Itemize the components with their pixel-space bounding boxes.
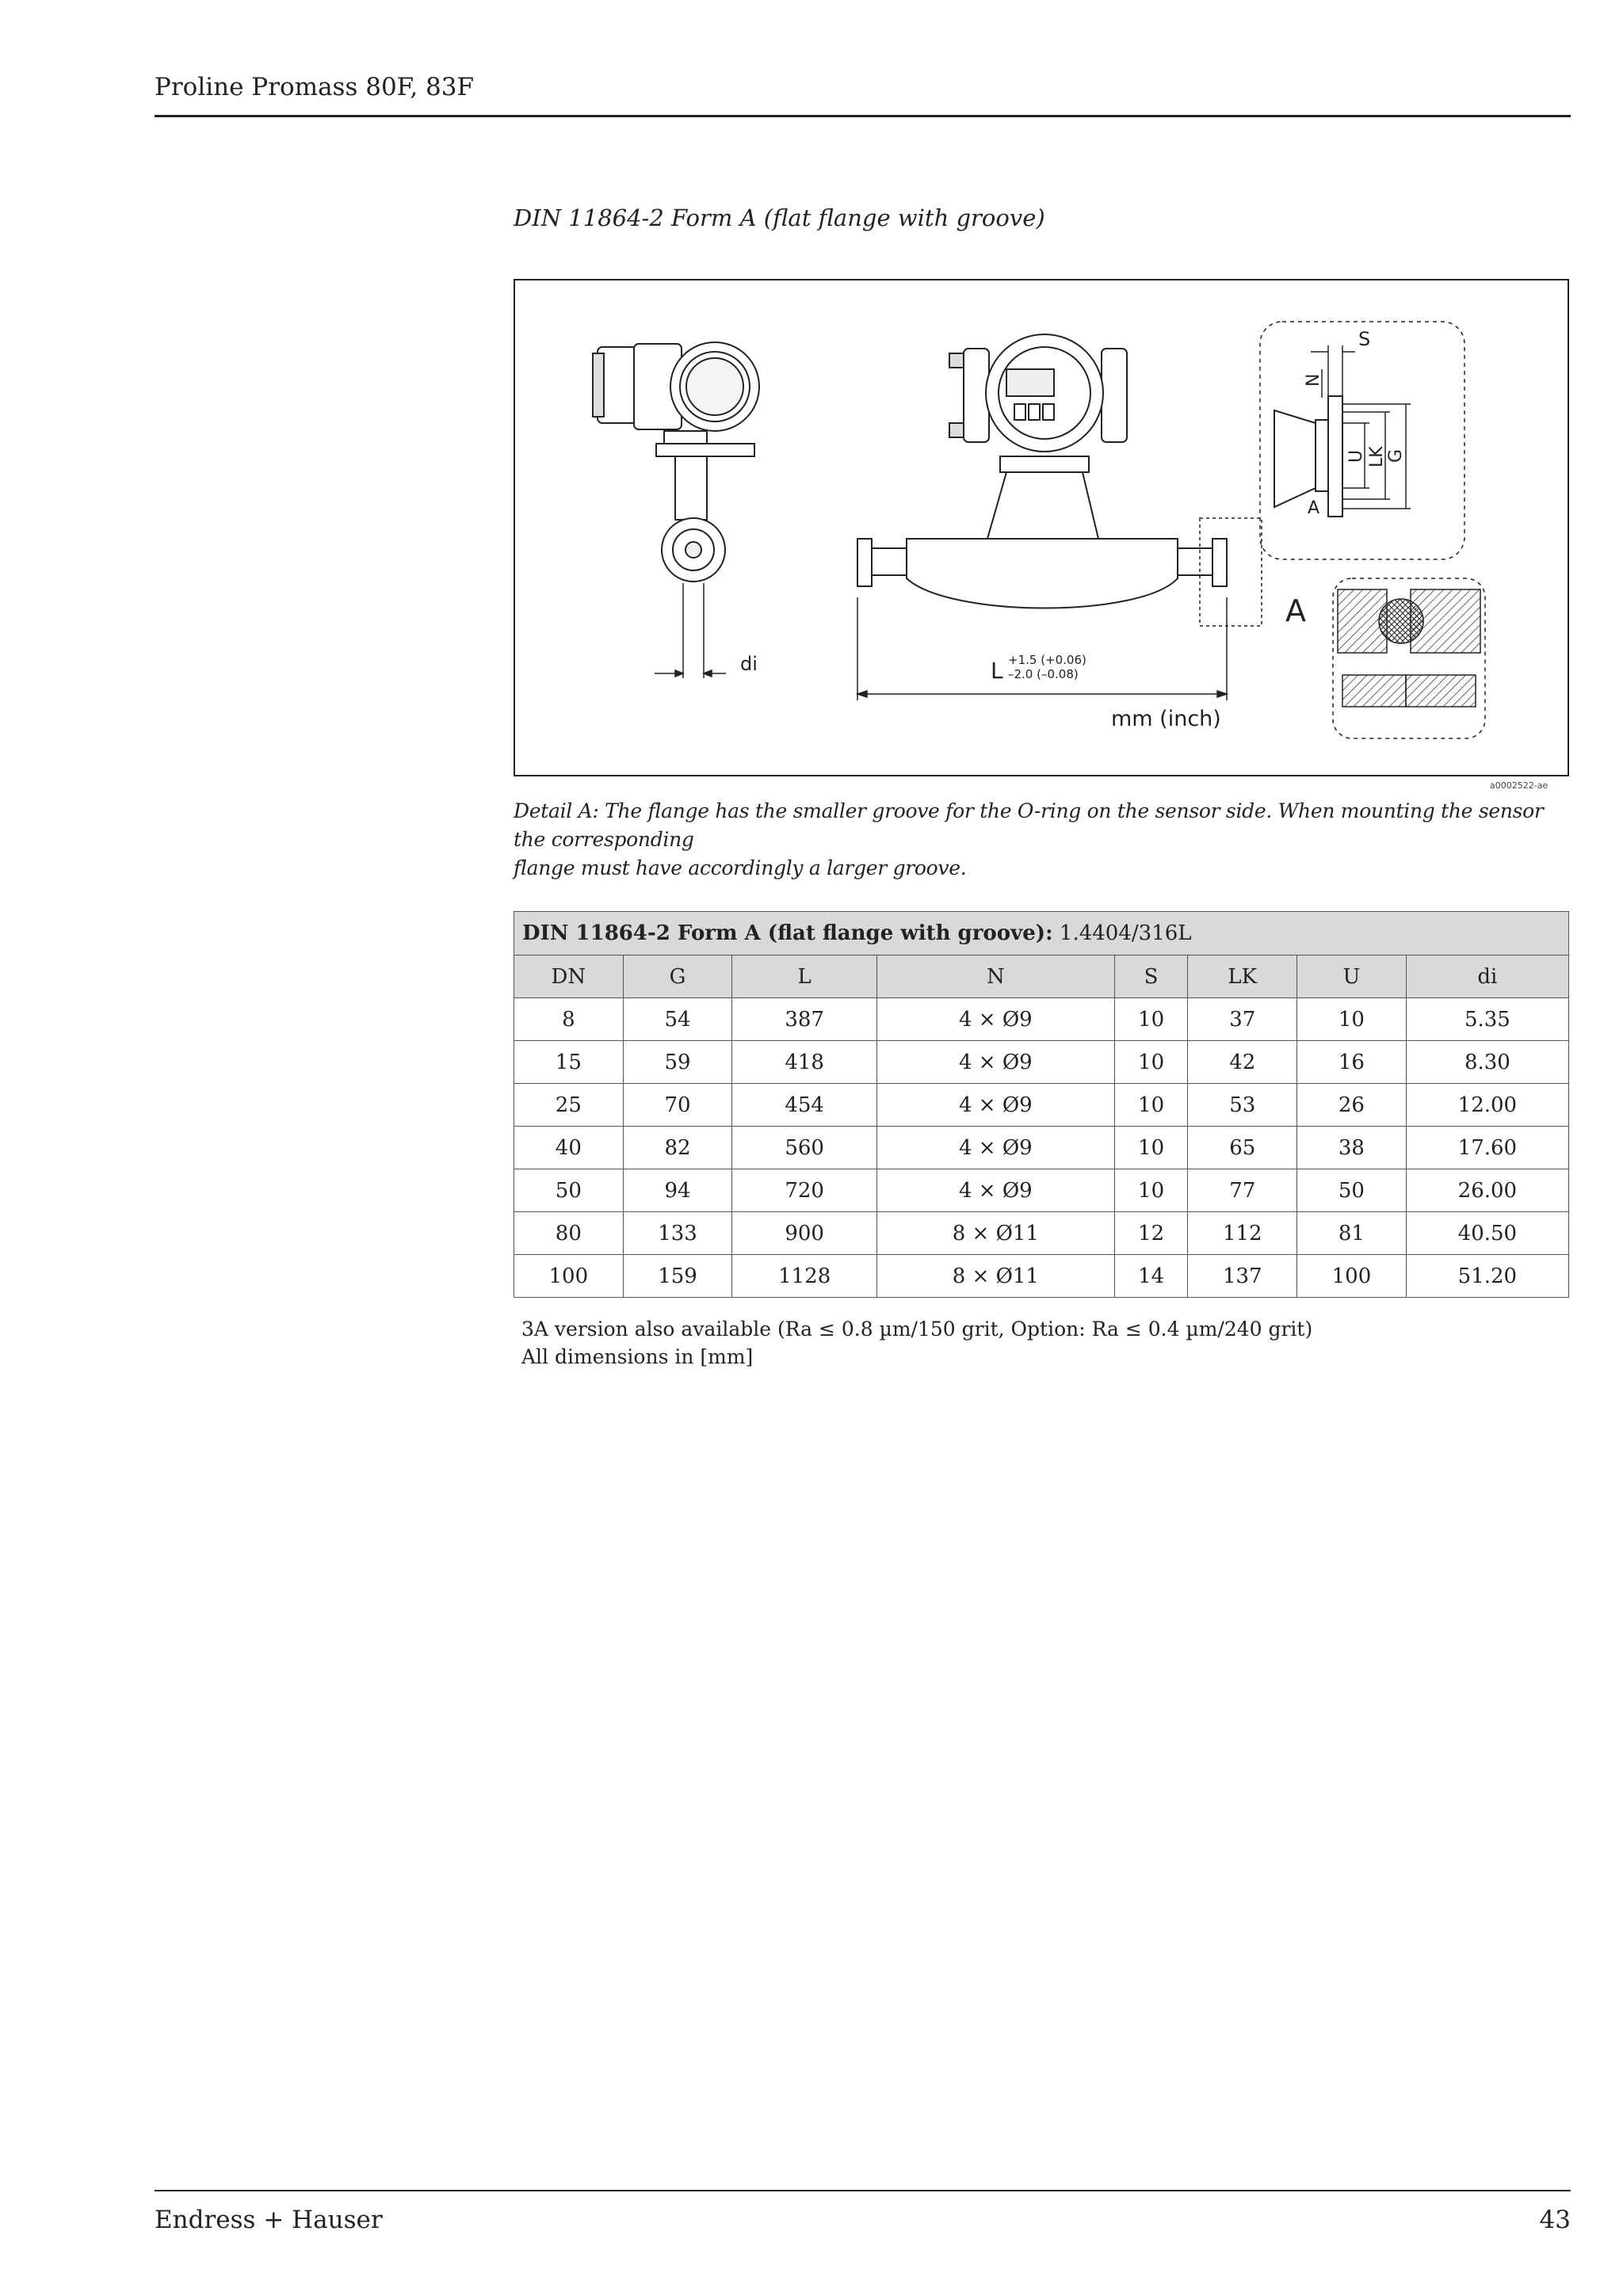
section-heading: DIN 11864-2 Form A (flat flange with groove) xyxy=(514,204,1045,231)
label-units: mm (inch) xyxy=(1111,707,1221,731)
table-cell: 81 xyxy=(1297,1212,1407,1255)
table-header-cell: DN xyxy=(514,955,624,998)
table-row xyxy=(514,1255,1569,1298)
table-cell: 100 xyxy=(1297,1255,1407,1298)
table-cell: 51.20 xyxy=(1406,1255,1568,1298)
label-tol-minus: –2.0 (–0.08) xyxy=(1008,667,1079,681)
label-di: di xyxy=(740,653,758,675)
header-divider xyxy=(155,115,1571,117)
table-cell: 4 × Ø9 xyxy=(876,1127,1114,1169)
di-dimension xyxy=(655,583,726,678)
label-S: S xyxy=(1358,328,1371,350)
table-cell: 59 xyxy=(623,1041,732,1084)
label-L: L xyxy=(991,658,1003,684)
table-cell: 82 xyxy=(623,1127,732,1169)
figure-caption xyxy=(514,797,1575,883)
table-cell: 10 xyxy=(1114,1041,1188,1084)
table-row xyxy=(514,1084,1569,1127)
table-cell: 8 × Ø11 xyxy=(876,1212,1114,1255)
dimensions-table xyxy=(514,911,1569,1298)
table-header-cell: LK xyxy=(1188,955,1297,998)
drawing-svg xyxy=(515,280,1568,775)
label-A-small: A xyxy=(1308,498,1320,518)
front-view-meter xyxy=(857,334,1227,608)
table-cell: 10 xyxy=(1297,998,1407,1041)
page-header-title: Proline Promass 80F, 83F xyxy=(155,73,475,101)
table-cell: 1128 xyxy=(732,1255,877,1298)
table-title-bold: DIN 11864-2 Form A (flat flange with groove): xyxy=(522,921,1053,945)
table-cell: 50 xyxy=(514,1169,624,1212)
table-cell: 133 xyxy=(623,1212,732,1255)
caption-line-1: Detail A: The flange has the smaller groove for the O-ring on the sensor side. When mounting the sensor the corresponding xyxy=(514,799,1544,851)
table-cell: 42 xyxy=(1188,1041,1297,1084)
table-cell: 10 xyxy=(1114,1169,1188,1212)
table-cell: 454 xyxy=(732,1084,877,1127)
table-cell: 94 xyxy=(623,1169,732,1212)
table-header-cell: di xyxy=(1406,955,1568,998)
note-3a-version: 3A version also available (Ra ≤ 0.8 µm/150 grit, Option: Ra ≤ 0.4 µm/240 grit) xyxy=(521,1318,1313,1341)
table-cell: 16 xyxy=(1297,1041,1407,1084)
table-header-cell: U xyxy=(1297,955,1407,998)
table-header-cell: G xyxy=(623,955,732,998)
table-cell: 8 × Ø11 xyxy=(876,1255,1114,1298)
table-row xyxy=(514,1169,1569,1212)
table-cell: 38 xyxy=(1297,1127,1407,1169)
l-dimension xyxy=(857,597,1227,700)
table-cell: 900 xyxy=(732,1212,877,1255)
table-row xyxy=(514,1212,1569,1255)
table-header-cell: N xyxy=(876,955,1114,998)
table-cell: 65 xyxy=(1188,1127,1297,1169)
table-row xyxy=(514,1127,1569,1169)
table-cell: 8.30 xyxy=(1406,1041,1568,1084)
table-cell: 12.00 xyxy=(1406,1084,1568,1127)
table-cell: 4 × Ø9 xyxy=(876,998,1114,1041)
table-cell: 40.50 xyxy=(1406,1212,1568,1255)
table-cell: 387 xyxy=(732,998,877,1041)
footer-company: Endress + Hauser xyxy=(155,2206,383,2234)
table-cell: 112 xyxy=(1188,1212,1297,1255)
table-title-material: 1.4404/316L xyxy=(1052,921,1192,945)
caption-line-2: flange must have accordingly a larger groove. xyxy=(514,856,967,879)
page-number: 43 xyxy=(1539,2206,1571,2234)
table-cell: 53 xyxy=(1188,1084,1297,1127)
table-cell: 15 xyxy=(514,1041,624,1084)
table-cell: 4 × Ø9 xyxy=(876,1084,1114,1127)
table-cell: 5.35 xyxy=(1406,998,1568,1041)
table-row xyxy=(514,998,1569,1041)
table-cell: 17.60 xyxy=(1406,1127,1568,1169)
detail-a-section xyxy=(1338,589,1480,707)
label-G: G xyxy=(1386,448,1406,463)
table-cell: 10 xyxy=(1114,998,1188,1041)
table-cell: 4 × Ø9 xyxy=(876,1041,1114,1084)
table-cell: 100 xyxy=(514,1255,624,1298)
note-units: All dimensions in [mm] xyxy=(521,1345,754,1368)
footer-divider xyxy=(155,2190,1571,2191)
table-cell: 70 xyxy=(623,1084,732,1127)
table-cell: 418 xyxy=(732,1041,877,1084)
table-cell: 50 xyxy=(1297,1169,1407,1212)
label-tol-plus: +1.5 (+0.06) xyxy=(1008,653,1086,667)
table-cell: 26.00 xyxy=(1406,1169,1568,1212)
side-view-transmitter xyxy=(593,342,759,582)
table-header-row xyxy=(514,955,1569,998)
table-notes xyxy=(521,1315,1312,1371)
table-cell: 37 xyxy=(1188,998,1297,1041)
table-cell: 10 xyxy=(1114,1127,1188,1169)
table-cell: 560 xyxy=(732,1127,877,1169)
label-A-large: A xyxy=(1285,593,1306,628)
table-cell: 12 xyxy=(1114,1212,1188,1255)
table-cell: 159 xyxy=(623,1255,732,1298)
table-cell: 26 xyxy=(1297,1084,1407,1127)
label-U: U xyxy=(1346,449,1366,463)
table-cell: 25 xyxy=(514,1084,624,1127)
table-cell: 720 xyxy=(732,1169,877,1212)
label-N: N xyxy=(1304,373,1323,387)
label-LK: LK xyxy=(1367,446,1387,467)
table-header-cell: L xyxy=(732,955,877,998)
table-cell: 54 xyxy=(623,998,732,1041)
table-title xyxy=(514,912,1569,955)
table-cell: 80 xyxy=(514,1212,624,1255)
table-cell: 8 xyxy=(514,998,624,1041)
table-row xyxy=(514,1041,1569,1084)
table-cell: 137 xyxy=(1188,1255,1297,1298)
table-cell: 40 xyxy=(514,1127,624,1169)
figure-id: a0002522-ae xyxy=(1490,780,1549,791)
table-header-cell: S xyxy=(1114,955,1188,998)
table-cell: 4 × Ø9 xyxy=(876,1169,1114,1212)
table-cell: 14 xyxy=(1114,1255,1188,1298)
table-cell: 77 xyxy=(1188,1169,1297,1212)
table-cell: 10 xyxy=(1114,1084,1188,1127)
dimension-drawing xyxy=(514,279,1569,776)
